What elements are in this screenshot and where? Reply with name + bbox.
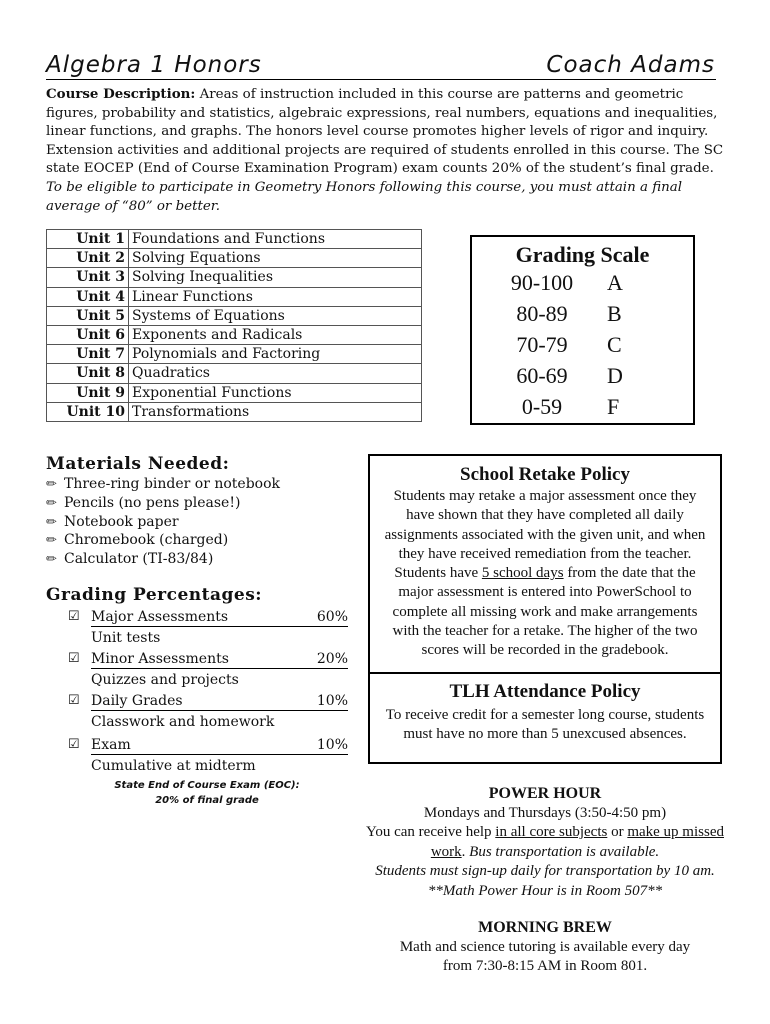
grading-item	[68, 737, 348, 777]
power-hour-line1: Mondays and Thursdays (3:50-4:50 pm)	[423, 804, 667, 821]
unit-row	[47, 249, 422, 268]
grade-range: 80-89	[516, 301, 568, 326]
material-item	[46, 551, 213, 567]
unit-row	[47, 306, 422, 325]
unit-name: Foundations and Functions	[129, 230, 422, 249]
material-item	[46, 495, 240, 511]
unit-row	[47, 325, 422, 344]
attendance-policy-title: TLH Attendance Policy	[449, 681, 641, 702]
pencil-icon: ✏	[46, 552, 57, 568]
material-item	[46, 476, 280, 492]
pencil-icon: ✏	[46, 477, 57, 492]
unit-number: Unit 6	[47, 325, 129, 344]
retake-policy-box	[368, 454, 722, 674]
units-table	[46, 229, 422, 422]
material-label: Notebook paper	[64, 513, 179, 530]
unit-name: Solving Inequalities	[129, 268, 422, 287]
attendance-policy-box	[368, 672, 722, 764]
unit-name: Exponential Functions	[129, 383, 422, 402]
attendance-policy-text: To receive credit for a semester long course, students must have no more than 5 unexcused absences.	[385, 707, 705, 743]
grading-item	[68, 693, 348, 733]
material-label: Pencils (no pens please!)	[64, 494, 241, 511]
material-item	[46, 532, 228, 548]
unit-row	[47, 364, 422, 383]
grade-row	[497, 332, 677, 360]
grading-item-row	[91, 737, 348, 755]
morning-brew-title: MORNING BREW	[478, 919, 612, 936]
unit-name: Exponents and Radicals	[129, 325, 422, 344]
unit-name: Systems of Equations	[129, 306, 422, 325]
grade-range: 70-79	[516, 332, 568, 357]
description-label: Course Description:	[46, 86, 196, 102]
grading-item-pct: 60%	[316, 609, 348, 625]
material-label: Calculator (TI-83/84)	[64, 551, 214, 568]
power-hour-line5: **Math Power Hour is in Room 507**	[427, 882, 663, 899]
power-hour-line4: Students must sign-up daily for transportation by 10 am.	[375, 863, 715, 880]
power-hour-make-up-work: make up missed work	[430, 824, 724, 860]
grading-item-sub: Classwork and homework	[91, 714, 275, 730]
power-hour-line2	[350, 823, 740, 862]
unit-name: Quadratics	[129, 364, 422, 383]
grading-heading: Grading Percentages:	[46, 585, 263, 605]
unit-row	[47, 383, 422, 402]
morning-brew-line1: Math and science tutoring is available every day	[399, 938, 691, 955]
grade-range: 0-59	[521, 394, 563, 419]
unit-row	[47, 230, 422, 249]
grade-row	[497, 301, 677, 329]
eoc-note-line2: 20% of final grade	[155, 795, 259, 806]
power-hour-core-subjects: in all core subjects	[495, 824, 608, 841]
unit-number: Unit 10	[47, 402, 129, 421]
grading-item-label: Major Assessments	[91, 609, 229, 625]
power-hour-section	[350, 784, 740, 902]
checkbox-icon: ☑	[68, 737, 80, 752]
pencil-icon: ✏	[46, 495, 57, 511]
grade-letter: C	[607, 332, 622, 357]
power-hour-line2-a: You can receive help	[366, 824, 492, 841]
power-hour-line2-b: or	[611, 824, 624, 841]
grading-scale-title: Grading Scale	[515, 242, 650, 267]
material-label: Chromebook (charged)	[64, 532, 229, 549]
material-item	[46, 514, 179, 530]
eoc-note	[102, 778, 312, 808]
grade-range: 90-100	[510, 270, 574, 295]
morning-brew-section	[350, 918, 740, 977]
header-divider	[46, 79, 716, 80]
grading-item-row	[91, 609, 348, 627]
materials-heading: Materials Needed:	[46, 454, 230, 474]
unit-row	[47, 345, 422, 364]
power-hour-line2-c: .	[461, 843, 466, 860]
unit-name: Polynomials and Factoring	[129, 345, 422, 364]
checkbox-icon: ☑	[68, 693, 80, 708]
morning-brew-line2: from 7:30-8:15 AM in Room 801.	[442, 958, 648, 975]
unit-number: Unit 7	[47, 345, 129, 364]
retake-text-a: Students may retake a major assessment once they have shown that they have completed all daily assignments associated with the given unit, and when they have received remediation from the teacher. Students have	[384, 488, 706, 582]
grading-item-sub: Cumulative at midterm	[91, 758, 256, 774]
grading-item	[68, 651, 348, 691]
unit-number: Unit 3	[47, 268, 129, 287]
description-note: To be eligible to participate in Geometry Honors following this course, you must attain a final average of “80” or better.	[46, 179, 683, 214]
unit-row	[47, 402, 422, 421]
retake-text-days: 5 school days	[481, 565, 564, 582]
retake-policy-title: School Retake Policy	[460, 464, 630, 485]
course-title: Algebra 1 Honors	[46, 52, 262, 78]
grade-letter: F	[607, 394, 620, 419]
retake-policy-text	[378, 487, 712, 661]
unit-number: Unit 1	[47, 230, 129, 249]
grade-letter: D	[607, 363, 623, 388]
grading-item-row	[91, 693, 348, 711]
grading-item-sub: Quizzes and projects	[91, 672, 239, 688]
grading-item-row	[91, 651, 348, 669]
grading-item-label: Exam	[91, 737, 131, 753]
unit-row	[47, 287, 422, 306]
unit-name: Transformations	[129, 402, 422, 421]
grading-scale-box	[470, 235, 695, 425]
checkbox-icon: ☑	[68, 609, 80, 624]
course-description	[46, 85, 726, 216]
grade-letter: B	[607, 301, 622, 326]
checkbox-icon: ☑	[68, 651, 80, 666]
unit-row	[47, 268, 422, 287]
grading-item	[68, 609, 348, 649]
grading-item-pct: 10%	[316, 693, 348, 709]
material-label: Three-ring binder or notebook	[64, 476, 281, 492]
grade-row	[497, 363, 677, 391]
grading-item-pct: 20%	[316, 651, 348, 667]
grade-range: 60-69	[516, 363, 568, 388]
unit-name: Solving Equations	[129, 249, 422, 268]
grade-row	[497, 270, 677, 298]
grading-item-label: Daily Grades	[91, 693, 183, 709]
unit-number: Unit 9	[47, 383, 129, 402]
unit-number: Unit 8	[47, 364, 129, 383]
pencil-icon: ✏	[46, 514, 57, 530]
power-hour-bus: Bus transportation is available.	[469, 843, 660, 860]
teacher-name: Coach Adams	[546, 52, 715, 78]
grade-letter: A	[607, 270, 623, 295]
unit-name: Linear Functions	[129, 287, 422, 306]
retake-text-b: from the date that the major assessment is entered into PowerSchool to complete all missing work and make arrangements with the teacher for a retake. The higher of the two scores will be recorded in the gradebook.	[392, 565, 698, 659]
power-hour-title: POWER HOUR	[488, 785, 602, 802]
grading-item-sub: Unit tests	[91, 630, 161, 646]
unit-number: Unit 4	[47, 287, 129, 306]
grading-item-label: Minor Assessments	[91, 651, 229, 667]
description-body: Areas of instruction included in this course are patterns and geometric figures, probability and statistics, algebraic expressions, real numbers, equations and inequalities, linear functions, and graphs. The honors level course promotes higher levels of rigor and inquiry. Extension activities and additional projects are required of students enrolled in this course. The SC state EOCEP (End of Course Examination Program) exam counts 20% of the student’s final grade.	[46, 87, 724, 177]
unit-number: Unit 5	[47, 306, 129, 325]
unit-number: Unit 2	[47, 249, 129, 268]
eoc-note-line1: State End of Course Exam (EOC):	[114, 780, 300, 791]
pencil-icon: ✏	[46, 533, 57, 549]
grading-item-pct: 10%	[316, 737, 348, 753]
grade-row	[497, 394, 677, 422]
